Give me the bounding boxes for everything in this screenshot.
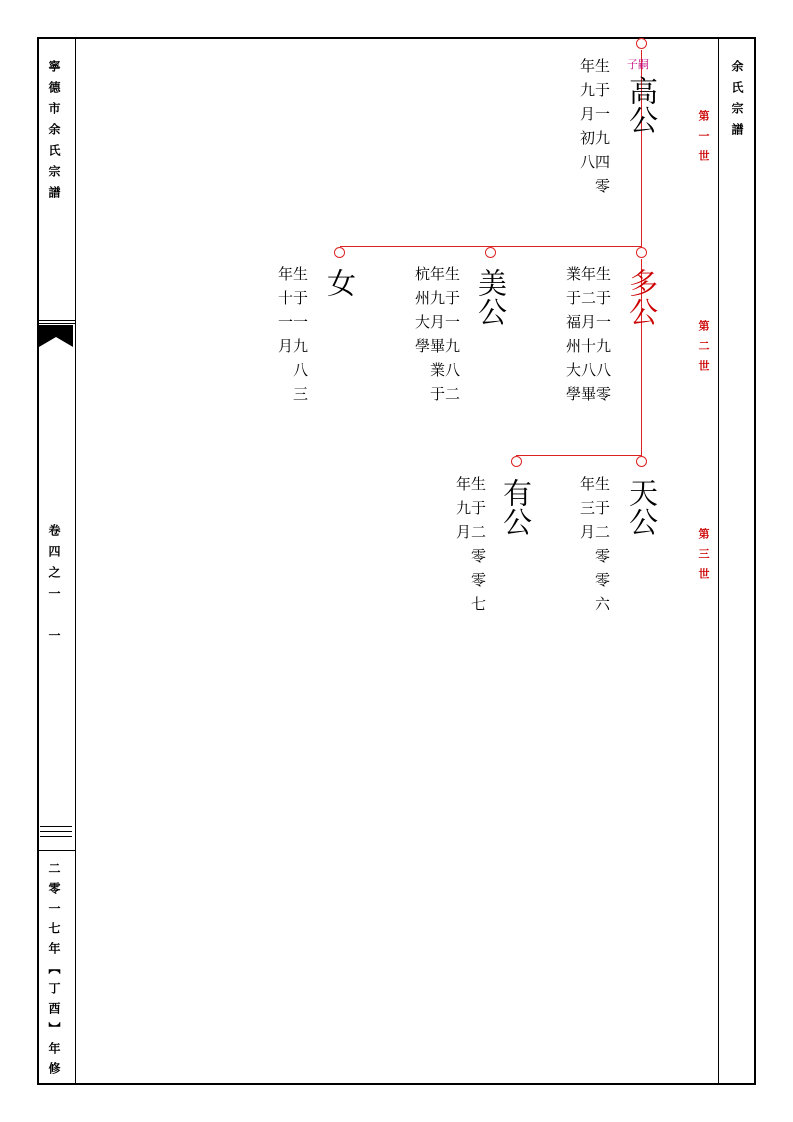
generation-label-3: 第三世 bbox=[697, 528, 710, 588]
person-name-you: 有公 bbox=[499, 478, 533, 536]
left-margin-divider-bottom-2 bbox=[40, 831, 72, 832]
person-info-line: 生于二零零七 bbox=[469, 476, 487, 620]
person-info-line: 生于一九八二 bbox=[443, 266, 461, 410]
person-info-line: 年九月初八 bbox=[578, 58, 596, 178]
node-mei-ring bbox=[485, 247, 496, 258]
right-margin-title: 余氏宗譜 bbox=[730, 60, 744, 144]
person-info-line: 杭州大學 bbox=[413, 266, 431, 362]
person-info-line: 年十一月 bbox=[276, 266, 294, 362]
person-info-line: 年九月畢業于 bbox=[428, 266, 446, 410]
left-margin-rule bbox=[75, 37, 76, 1085]
left-margin-divider-bottom-3 bbox=[40, 836, 72, 837]
left-margin-year: 二零一七年【丁酉】年修 bbox=[47, 862, 61, 1082]
fishtail-marker-icon bbox=[39, 325, 73, 347]
person-name-duo: 多公 bbox=[625, 268, 659, 326]
person-info-duo bbox=[538, 266, 610, 416]
left-margin-volume: 卷四之一 一 bbox=[47, 524, 61, 650]
generation-label-1: 第一世 bbox=[697, 110, 710, 170]
person-info-line: 生于一九四零 bbox=[593, 58, 611, 202]
node-gao-ring bbox=[636, 38, 647, 49]
heir-tag: 子嗣 bbox=[627, 58, 649, 71]
page-frame bbox=[37, 37, 756, 1085]
person-info-line: 年三月 bbox=[578, 476, 596, 548]
right-margin-rule bbox=[718, 37, 719, 1085]
node-duo-ring bbox=[636, 247, 647, 258]
person-name-mei: 美公 bbox=[474, 268, 508, 326]
generation-label-2: 第二世 bbox=[697, 320, 710, 380]
node-tian-ring bbox=[636, 456, 647, 467]
person-info-line: 生于一九八零 bbox=[594, 266, 612, 410]
person-info-line: 生于二零零六 bbox=[593, 476, 611, 620]
person-name-nv: 女 bbox=[323, 268, 357, 297]
person-info-nv bbox=[261, 266, 307, 416]
person-info-line: 生于一九八三 bbox=[291, 266, 309, 410]
person-info-line: 業于福州大學 bbox=[564, 266, 582, 410]
person-name-gao: 高公 bbox=[625, 76, 659, 134]
node-nv-ring bbox=[334, 247, 345, 258]
person-info-line: 年九月 bbox=[454, 476, 472, 548]
connector-gen3-bar bbox=[516, 455, 642, 456]
left-margin-divider-top-2 bbox=[37, 323, 75, 324]
person-info-mei bbox=[387, 266, 459, 416]
person-info-gao bbox=[563, 58, 609, 208]
left-margin-title: 寧德市余氏宗譜 bbox=[47, 60, 61, 207]
person-name-tian: 天公 bbox=[625, 478, 659, 536]
left-margin-divider-bottom-1 bbox=[40, 826, 72, 827]
person-info-line: 年二月十八畢 bbox=[579, 266, 597, 410]
left-margin-divider-top bbox=[37, 320, 75, 321]
person-info-tian bbox=[563, 476, 609, 626]
node-you-ring bbox=[511, 456, 522, 467]
person-info-you bbox=[439, 476, 485, 626]
left-margin-divider-bottom-4 bbox=[37, 850, 75, 851]
